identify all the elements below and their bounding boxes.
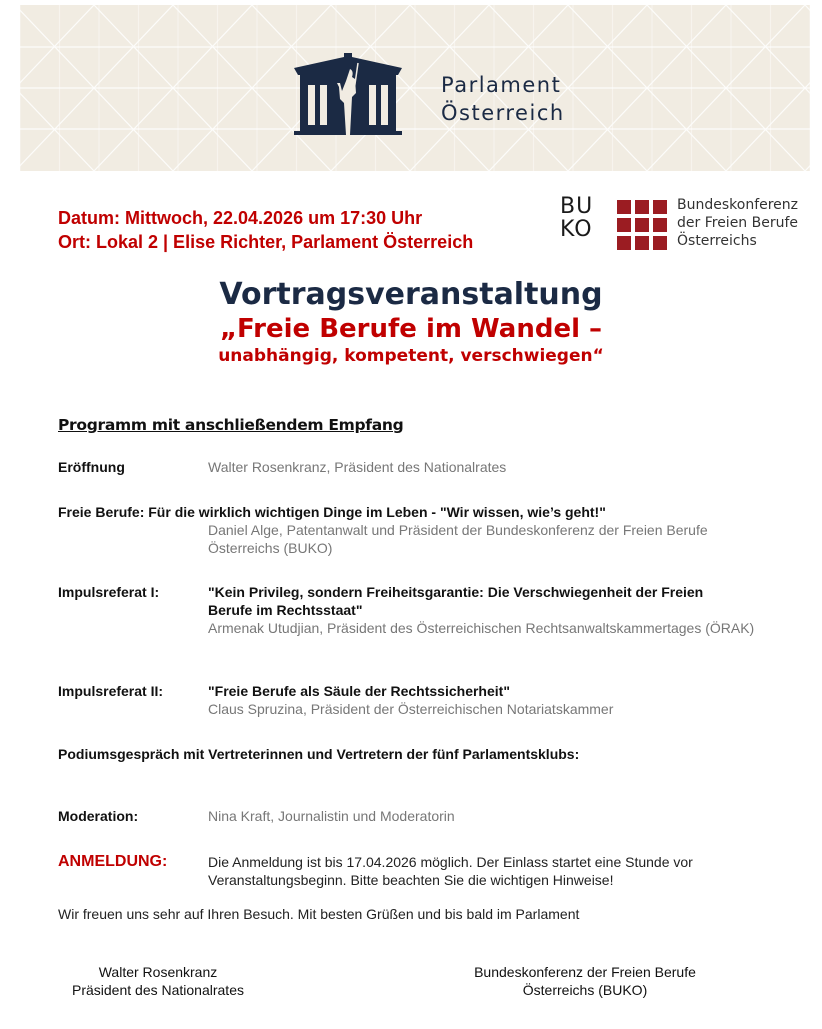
signature-left — [58, 963, 258, 999]
program-item-speaker: Daniel Alge, Patentanwalt und Präsident der Bundeskonferenz der Freien Berufe Österreichs (BUKO) — [208, 522, 708, 556]
event-titles — [0, 276, 822, 368]
registration-label: ANMELDUNG: — [58, 853, 168, 870]
program-item-title: Für die wirklich wichtigen Dinge im Leben - "Wir wissen, wie’s geht!" — [148, 504, 606, 520]
program-item-label: Impulsreferat II: — [58, 683, 164, 699]
subtitle-2: unabhängig, kompetent, verschwiegen“ — [218, 346, 604, 366]
triangle-pattern — [20, 5, 810, 171]
signature-right — [440, 963, 730, 999]
logo-line-1: Parlament — [441, 73, 562, 97]
buko-name-line-2: der Freien Berufe — [677, 215, 799, 231]
moderation-value: Nina Kraft, Journalistin und Moderatorin — [208, 808, 455, 824]
buko-name-line-3: Österreichs — [677, 233, 757, 249]
main-title: Vortragsveranstaltung — [219, 277, 603, 312]
registration-text: Die Anmeldung ist bis 17.04.2026 möglich. Der Einlass startet eine Stunde vor Veranstaltungsbeginn. Bitte beachten Sie die wichtigen Hinweise! — [208, 854, 693, 888]
program-item-freie-berufe — [58, 503, 758, 557]
buko-letters — [560, 195, 593, 241]
event-date: Datum: Mittwoch, 22.04.2026 um 17:30 Uhr — [58, 208, 423, 228]
program-item-speaker: Claus Spruzina, Präsident der Österreichischen Notariatskammer — [208, 701, 614, 717]
signature-left-name: Walter Rosenkranz — [98, 964, 218, 980]
header-banner — [20, 5, 810, 171]
parliament-logo-text — [441, 71, 565, 127]
buko-name-line-1: Bundeskonferenz — [677, 197, 799, 213]
closing-text: Wir freuen uns sehr auf Ihren Besuch. Mit besten Grüßen und bis bald im Parlament — [58, 906, 580, 922]
program-item-label: Freie Berufe: — [58, 504, 145, 520]
subtitle-1: „Freie Berufe im Wandel – — [219, 314, 603, 344]
buko-letters-top: BU — [560, 194, 594, 219]
program-item-label: Eröffnung — [58, 459, 125, 475]
event-location: Ort: Lokal 2 | Elise Richter, Parlament Österreich — [58, 232, 474, 252]
parliament-building-icon — [292, 53, 404, 135]
moderation-label: Moderation: — [58, 808, 139, 824]
buko-name — [677, 196, 798, 250]
logo-line-2: Österreich — [441, 101, 565, 125]
podium-discussion: Podiumsgespräch mit Vertreterinnen und Vertretern der fünf Parlamentsklubs: — [58, 746, 580, 762]
program-heading: Programm mit anschließendem Empfang — [58, 416, 404, 434]
program-item-title: "Freie Berufe als Säule der Rechtssicherheit" — [208, 683, 510, 699]
signature-right-name: Bundeskonferenz der Freien Berufe — [474, 964, 696, 980]
event-info — [58, 206, 473, 254]
program-item-speaker: Walter Rosenkranz, Präsident des Nationalrates — [208, 459, 507, 475]
program-item-speaker: Armenak Utudjian, Präsident des Österreichischen Rechtsanwaltskammertages (ÖRAK) — [208, 620, 755, 636]
buko-squares-icon — [617, 200, 667, 250]
program-item-heading — [58, 503, 758, 521]
buko-letters-bottom: KO — [560, 217, 593, 242]
program-item-label: Impulsreferat I: — [58, 584, 160, 600]
program-item-title: "Kein Privileg, sondern Freiheitsgarantie: Die Verschwiegenheit der Freien Berufe im Rechtsstaat" — [208, 584, 704, 618]
signature-left-title: Präsident des Nationalrates — [72, 982, 244, 998]
signature-right-title: Österreichs (BUKO) — [522, 982, 648, 998]
